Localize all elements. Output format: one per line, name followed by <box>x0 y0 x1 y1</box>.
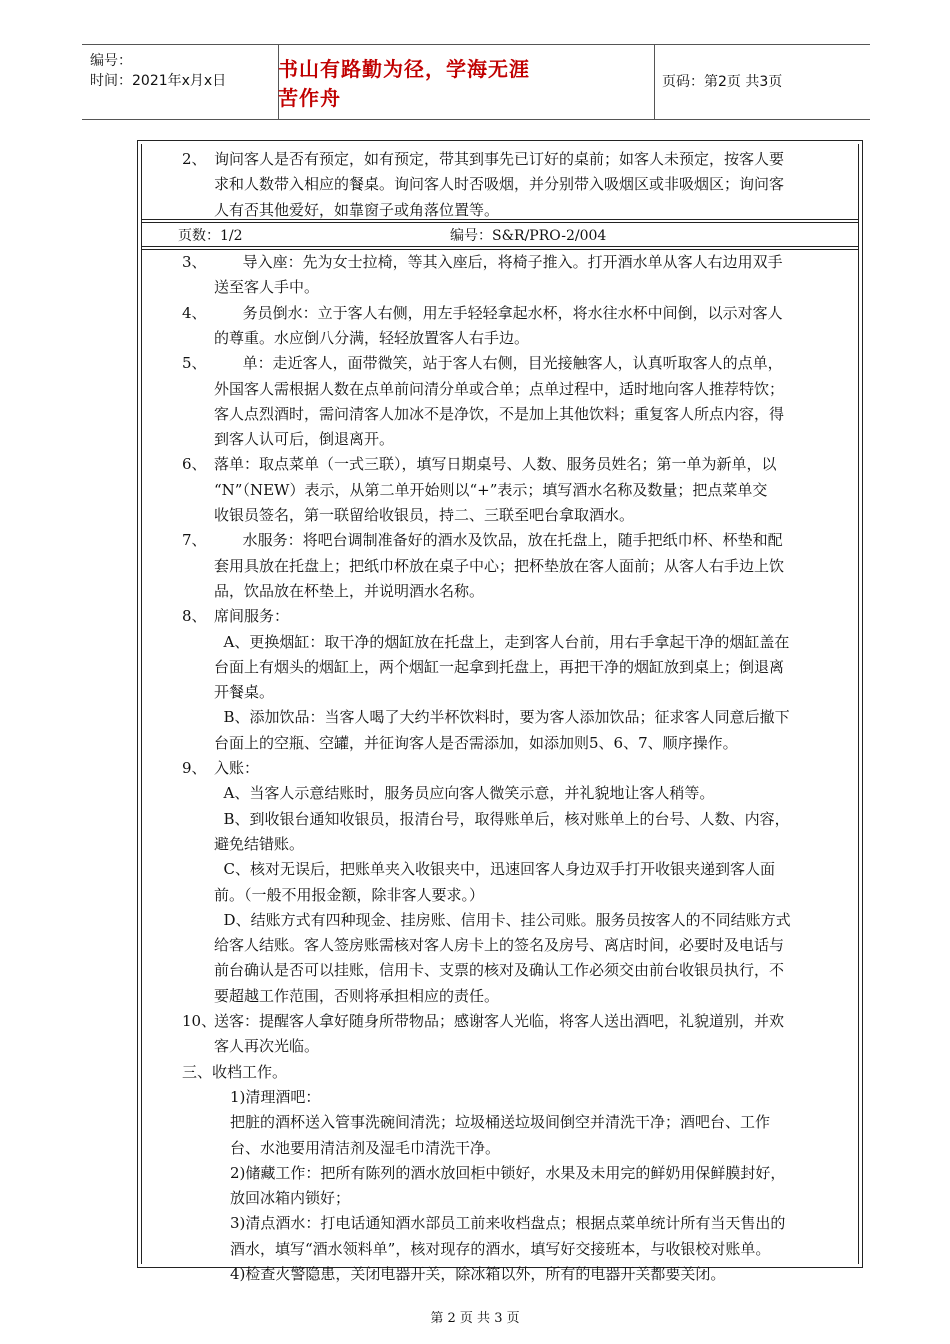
text-line: 水服务：将吧台调制准备好的酒水及饮品，放在托盘上，随手把纸巾杯、杯垫和配 <box>214 531 783 550</box>
doc-code: 编号：S&R/PRO-2/004 <box>450 228 607 244</box>
text-line: 入账： <box>214 759 260 777</box>
text-line: 避免结错账。 <box>214 834 305 853</box>
item-number: 4、 <box>182 303 207 322</box>
item-number: 3、 <box>182 253 207 271</box>
item-number: 2、 <box>182 150 207 168</box>
text-line: A、更换烟缸：取干净的烟缸放在托盘上，走到客人台前，用右手拿起干净的烟缸盖在 <box>214 632 790 651</box>
page-count: 页数：1/2 <box>178 228 243 244</box>
text-line: 落单：取点菜单（一式三联），填写日期桌号、人数、服务员姓名；第一单为新单，以 <box>214 455 777 474</box>
text-line: 前台确认是否可以挂账，信用卡、支票的核对及确认工作必须交由前台收银员执行，不 <box>214 961 785 980</box>
text-line: D、结账方式有四种现金、挂房账、信用卡、挂公司账。服务员按客人的不同结账方式 <box>214 910 791 929</box>
time-label: 时间：2021年x月x日 <box>90 73 227 89</box>
text-line: 放回冰箱内锁好； <box>230 1189 351 1208</box>
text-line: B、添加饮品：当客人喝了大约半杯饮料时，要为客人添加饮品；征求客人同意后撤下 <box>214 708 790 727</box>
text-line: 1)清理酒吧： <box>230 1087 321 1106</box>
text-line: 送客：提醒客人拿好随身所带物品；感谢客人光临，将客人送出酒吧，礼貌道别，并欢 <box>214 1012 785 1030</box>
text-line: 人有否其他爱好，如靠窗子或角落位置等。 <box>214 200 500 219</box>
text-line: 收银员签名，第一联留给收银员，持二、三联至吧台拿取酒水。 <box>214 506 635 524</box>
text-line: 2)储藏工作：把所有陈列的酒水放回柜中锁好，水果及未用完的鲜奶用保鲜膜封好， <box>230 1163 786 1182</box>
item-number: 7、 <box>182 531 207 550</box>
text-line: C、核对无误后，把账单夹入收银夹中，迅速回客人身边双手打开收银夹递到客人面 <box>214 860 776 879</box>
item-number: 5、 <box>182 354 207 373</box>
text-line: 4)检查火警隐患，关闭电器开关，除冰箱以外，所有的电器开关都要关闭。 <box>230 1265 726 1283</box>
item-number: 10、 <box>182 1012 217 1030</box>
text-line: 台面上的空瓶、空罐，并征询客人是否需添加，如添加则5、6、7、顺序操作。 <box>214 733 738 752</box>
text-line: 台、水池要用清洁剂及湿毛巾清洗干净。 <box>230 1138 501 1157</box>
document-header <box>82 44 870 120</box>
text-line: 到客人认可后，倒退离开。 <box>214 430 395 449</box>
header-divider <box>654 45 655 119</box>
text-line: 开餐桌。 <box>214 683 275 702</box>
inner-border <box>141 144 142 1264</box>
text-line: 3)清点酒水：打电话通知酒水部员工前来收档盘点；根据点菜单统计所有当天售出的 <box>230 1214 786 1233</box>
content-table <box>137 140 863 1283</box>
header-left <box>90 51 226 91</box>
text-line: 把脏的酒杯送入管事洗碗间清洗；垃圾桶送垃圾间倒空并清洗干净；酒吧台、工作 <box>230 1113 771 1132</box>
text-line: B、到收银台通知收银员，报清台号，取得账单后，核对账单上的台号、人数、内容， <box>214 809 790 828</box>
inner-border <box>858 144 859 1264</box>
text-line: 客人再次光临。 <box>214 1037 320 1056</box>
item-number: 9、 <box>182 759 207 777</box>
text-line: A、当客人示意结账时，服务员应向客人微笑示意，并礼貌地让客人稍等。 <box>214 784 715 803</box>
text-line: 酒水，填写“酒水领料单”，核对现存的酒水，填写好交接班本，与收银校对账单。 <box>230 1239 771 1258</box>
motto: 书山有路勤为径，学海无涯苦作舟 <box>278 57 530 110</box>
text-line: 客人点烈酒时，需问清客人加冰不是净饮，不是加上其他饮料；重复客人所点内容，得 <box>214 404 785 423</box>
section-title: 三、收档工作。 <box>182 1062 288 1081</box>
text-line: 前。（一般不用报金额，除非客人要求。） <box>214 885 485 904</box>
text-line: 要超越工作范围，否则将承担相应的责任。 <box>214 986 500 1005</box>
text-line: 台面上有烟头的烟缸上，两个烟缸一起拿到托盘上，再把干净的烟缸放到桌上；倒退离 <box>214 657 785 676</box>
text-line: 单：走近客人，面带微笑，站于客人右侧，目光接触客人，认真听取客人的点单， <box>214 354 783 373</box>
text-line: 品，饮品放在杯垫上，并说明酒水名称。 <box>214 581 485 600</box>
text-line: 送至客人手中。 <box>214 278 320 297</box>
text-line: 套用具放在托盘上；把纸巾杯放在桌子中心；把杯垫放在客人面前；从客人右手边上饮 <box>214 556 785 575</box>
page-info: 页码：第2页 共3页 <box>662 74 783 90</box>
code-label: 编号： <box>90 53 132 69</box>
text-line: 给客人结账。客人签房账需核对客人房卡上的签名及房号、离店时间，必要时及电话与 <box>214 936 785 955</box>
text-line: 外国客人需根据人数在点单前问清分单或合单；点单过程中，适时地向客人推荐特饮； <box>214 379 785 398</box>
text-line: “N”（NEW）表示，从第二单开始则以“+”表示；填写酒水名称及数量；把点菜单交 <box>214 480 768 499</box>
text-line: 务员倒水：立于客人右侧，用左手轻轻拿起水杯，将水往水杯中间倒，以示对客人 <box>214 303 783 322</box>
text-line: 席间服务： <box>214 607 290 626</box>
item-number: 6、 <box>182 455 207 474</box>
item-number: 8、 <box>182 607 207 626</box>
text-line: 的尊重。水应倒八分满，轻轻放置客人右手边。 <box>214 328 530 347</box>
row-divider <box>141 246 859 247</box>
text-line: 导入座：先为女士拉椅，等其入座后，将椅子推入。打开酒水单从客人右边用双手 <box>214 253 783 271</box>
text-line: 求和人数带入相应的餐桌。询问客人时否吸烟，并分别带入吸烟区或非吸烟区；询问客 <box>214 175 785 194</box>
page-footer: 第 2 页 共 3 页 <box>430 1311 520 1326</box>
text-line: 询问客人是否有预定，如有预定，带其到事先已订好的桌前；如客人未预定，按客人要 <box>214 150 785 168</box>
